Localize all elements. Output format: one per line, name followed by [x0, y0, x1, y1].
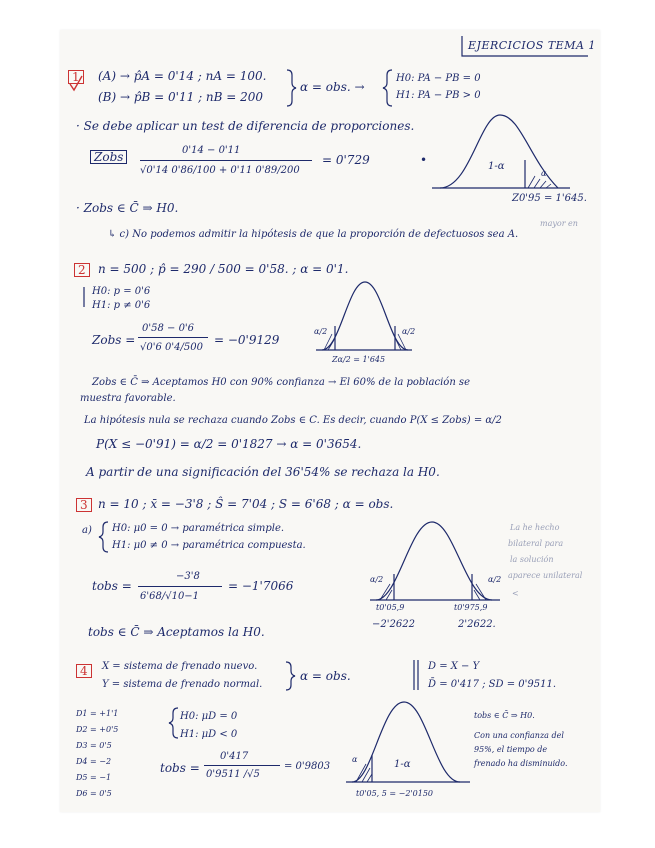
ex1-h1: H1: PA − PB > 0	[396, 90, 481, 101]
ex1-numerator: 0'14 − 0'11	[182, 145, 241, 156]
ex1-fraction-bar	[140, 160, 312, 161]
ex3-decision: tobs ∈ C̄ ⇒ Aceptamos la H0.	[88, 625, 265, 639]
ex3-note-4: aparece unilateral	[508, 571, 583, 580]
ex2-number: 2	[74, 263, 90, 277]
ex4-diff-5: D5 = −1	[76, 773, 112, 782]
ex3-brace	[99, 522, 108, 552]
ex1-denominator: √0'14 0'86/100 + 0'11 0'89/200	[140, 165, 300, 176]
ex3-t-value: = −1'7066	[228, 579, 294, 593]
ex3-label-left: t0'05,9	[376, 603, 405, 612]
ex4-curve-inner: 1-α	[394, 759, 411, 770]
ex4-diff-6: D6 = 0'5	[76, 789, 112, 798]
ex1-curve-inner: 1-α	[488, 161, 505, 172]
ex4-numerator: 0'417	[220, 751, 249, 762]
ex1-annotation: mayor en	[540, 219, 578, 228]
ex4-decision-2: Con una confianza del	[474, 731, 564, 740]
ex3-numerator: −3'8	[176, 571, 200, 582]
ex4-diff-4: D4 = −2	[76, 757, 112, 766]
ex1-hyp-brace	[383, 70, 392, 106]
ex4-alpha: α = obs.	[300, 669, 351, 683]
ex2-z-value: = −0'9129	[214, 333, 280, 347]
ex1-note: · Se debe aplicar un test de diferencia de proporciones.	[76, 119, 415, 133]
ex1-conclusion-end: A.	[507, 229, 519, 240]
ex4-y-def: Y = sistema de frenado normal.	[102, 679, 263, 690]
ex1-conclusion-text: ↳ c) No podemos admitir la hipótesis de que la proporción de defectuosos sea	[108, 229, 508, 240]
ex3-note-1: La he hecho	[510, 523, 560, 532]
ex3-alpha-left: α/2	[370, 575, 384, 584]
ex1-h0: H0: PA − PB = 0	[396, 73, 481, 84]
ex4-double-bar	[414, 660, 418, 690]
ex3-note-3: la solución	[510, 555, 554, 564]
ex2-numerator: 0'58 − 0'6	[142, 323, 195, 334]
ex3-note-2: bilateral para	[508, 539, 564, 548]
ex4-decision-3: 95%, el tiempo de	[474, 745, 548, 754]
ex3-h1: H1: μ0 ≠ 0 → paramétrica compuesta.	[112, 540, 306, 551]
ex3-value-left: −2'2622	[372, 619, 415, 630]
ex4-t-curve	[346, 702, 470, 782]
ex4-d-stats: D̄ = 0'417 ; SD = 0'9511.	[428, 679, 557, 690]
ex2-fraction-bar	[138, 337, 208, 338]
ex4-d-def: D = X − Y	[428, 661, 480, 672]
ex1-line-a: (A) → p̂A = 0'14 ; nA = 100.	[98, 69, 267, 83]
ex3-label-right: t0'975,9	[454, 603, 488, 612]
page-title: EJERCICIOS TEMA 1	[468, 39, 596, 52]
ex1-z-value: = 0'729	[322, 153, 370, 167]
ex4-x-def: X = sistema de frenado nuevo.	[102, 661, 258, 672]
ex3-note-5: <	[512, 589, 519, 598]
ex1-line-b: (B) → p̂B = 0'11 ; nB = 200	[98, 90, 264, 104]
ex4-tobs: tobs =	[160, 761, 200, 775]
ex1-bullet: •	[420, 153, 428, 167]
ex2-alpha-left: α/2	[314, 327, 328, 336]
ex2-decision-4: P(X ≤ −0'91) = α/2 = 0'1827 → α = 0'3654.	[96, 437, 362, 451]
ex4-diff-2: D2 = +0'5	[76, 725, 119, 734]
ex2-decision-2: muestra favorable.	[80, 393, 176, 404]
ex3-part-a: a)	[82, 525, 92, 536]
ex1-alpha: α = obs. →	[300, 80, 365, 94]
ex2-h1: H1: p ≠ 0'6	[92, 300, 151, 311]
ex2-data: n = 500 ; p̂ = 290 / 500 = 0'58. ; α = 0'1.	[98, 262, 349, 276]
ex1-normal-curve	[432, 115, 570, 188]
ex4-denominator: 0'9511 /√5	[206, 769, 260, 780]
ex2-decision-3: La hipótesis nula se rechaza cuando Zobs ∈ C. Es decir, cuando P(X ≤ Zobs) = α/2	[84, 415, 502, 426]
ex2-zobs: Zobs =	[92, 333, 136, 347]
ex3-h0: H0: μ0 = 0 → paramétrica simple.	[112, 523, 285, 534]
ex3-denominator: 6'68/√10−1	[140, 591, 200, 602]
ex2-alpha-right: α/2	[402, 327, 416, 336]
ex3-alpha-right: α/2	[488, 575, 502, 584]
ex1-number: 1	[68, 70, 84, 84]
ex4-diff-3: D3 = 0'5	[76, 741, 112, 750]
ex3-tobs: tobs =	[92, 579, 132, 593]
ex3-number: 3	[76, 498, 92, 512]
ex2-h0: H0: p = 0'6	[92, 286, 151, 297]
ex4-decision-1: tobs ∈ C̄ ⇒ H0.	[474, 711, 535, 720]
ex4-alpha-mark: α	[352, 755, 358, 764]
ex4-fraction-bar	[204, 765, 280, 766]
ex4-brace	[286, 662, 295, 690]
ex4-t-value: = 0'9803	[284, 761, 331, 772]
ex4-hyp-brace	[169, 708, 178, 738]
ex4-number: 4	[76, 664, 92, 678]
ex1-curve-alpha: α	[541, 169, 547, 178]
ex3-t-curve	[370, 522, 500, 600]
ex1-decision: · Zobs ∈ C̄ ⇒ H0.	[76, 201, 179, 215]
ex4-h0: H0: μD = 0	[180, 711, 238, 722]
ex1-curve-label: Z0'95 = 1'645.	[512, 193, 587, 204]
ex2-curve-label: Zα/2 = 1'645	[332, 355, 386, 364]
ex2-decision-1: Zobs ∈ C̄ ⇒ Aceptamos H0 con 90% confianza → El 60% de la población se	[92, 377, 470, 388]
ex1-zobs: Zobs	[90, 150, 127, 164]
ex1-conclusion	[108, 230, 518, 240]
ex4-diff-1: D1 = +1'1	[76, 709, 119, 718]
ex1-brace	[287, 70, 296, 106]
ex2-normal-curve	[316, 282, 412, 350]
ex3-value-right: 2'2622.	[458, 619, 496, 630]
ex2-decision-5: A partir de una significación del 36'54% se rechaza la H0.	[86, 465, 440, 479]
ex4-decision-4: frenado ha disminuido.	[474, 759, 568, 768]
ex3-fraction-bar	[138, 586, 222, 587]
ex3-data: n = 10 ; x̄ = −3'8 ; Ŝ = 7'04 ; S = 6'68 ; α = obs.	[98, 497, 394, 511]
ex2-denominator: √0'6 0'4/500	[140, 342, 203, 353]
ex4-curve-label: t0'05, 5 = −2'0150	[356, 789, 433, 798]
ex4-h1: H1: μD < 0	[180, 729, 238, 740]
